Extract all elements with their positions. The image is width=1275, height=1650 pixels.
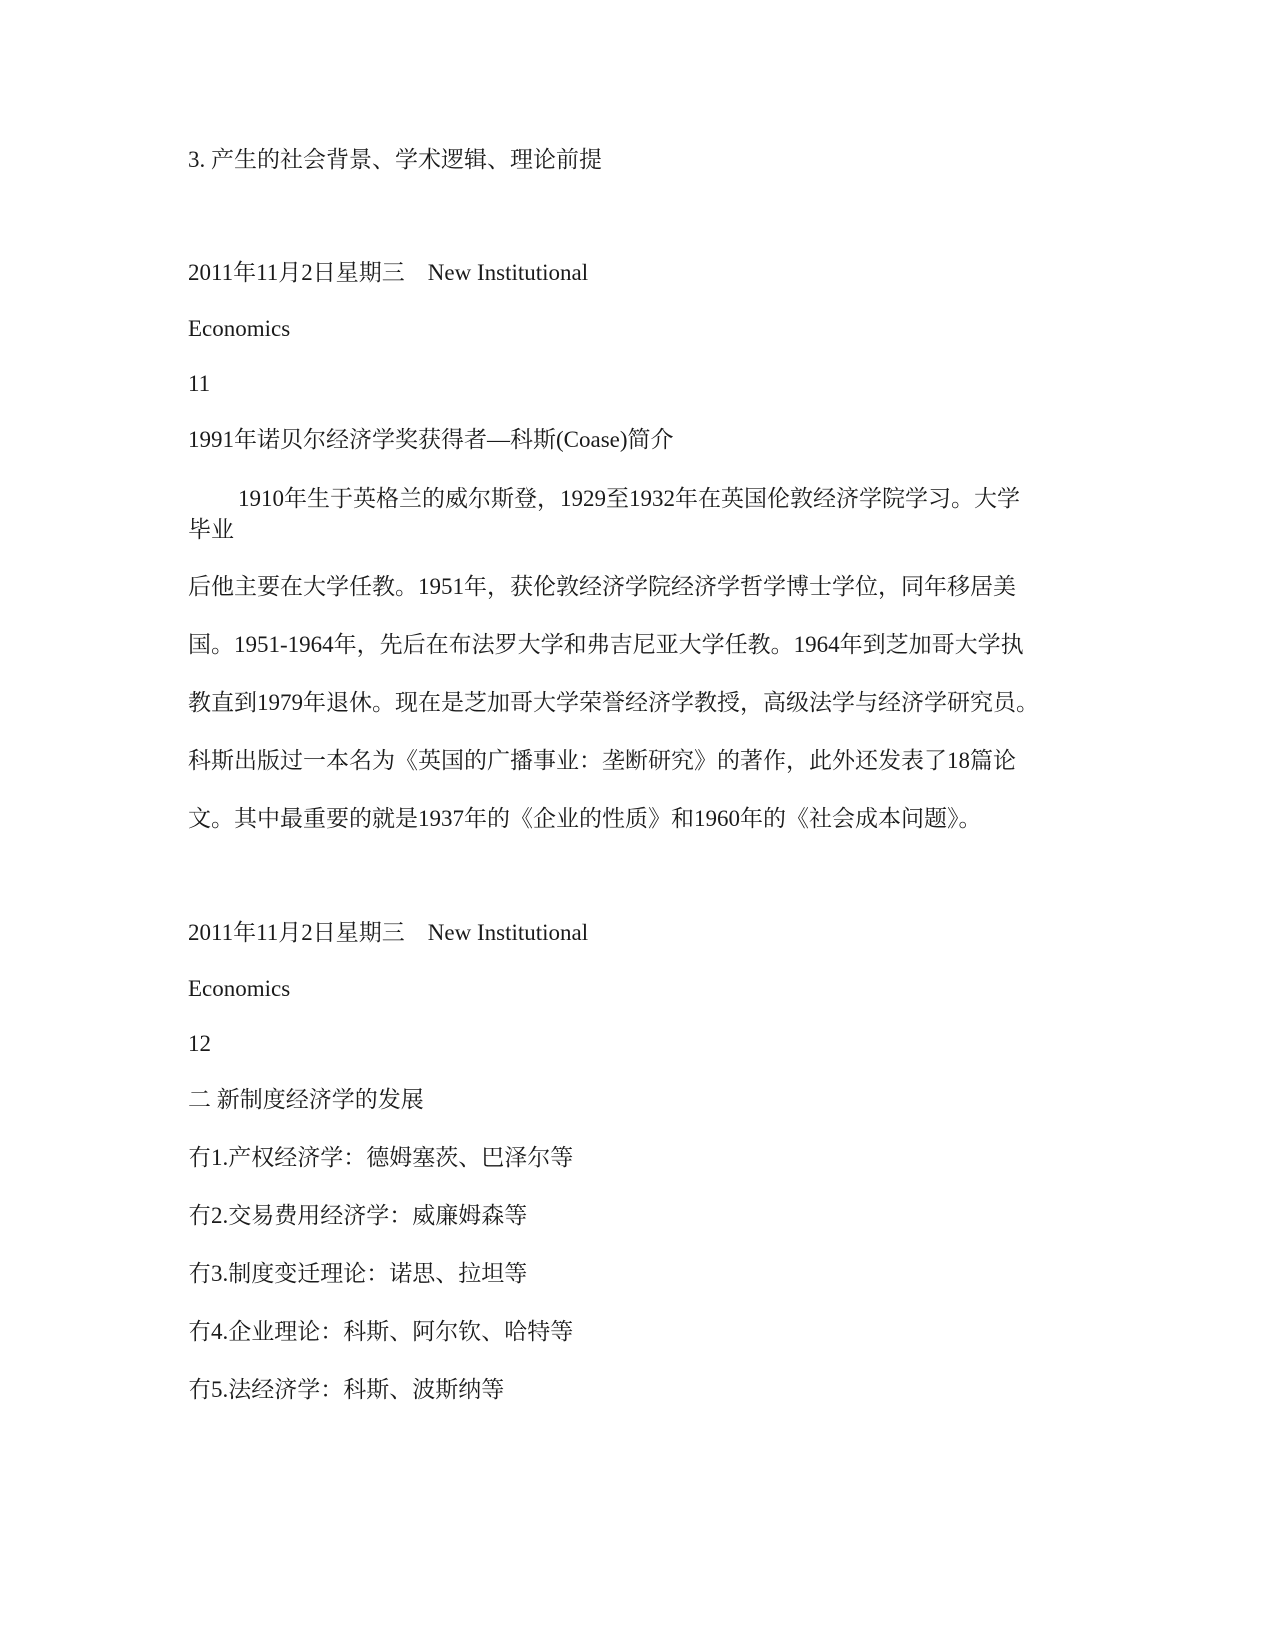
list-item: 冇4.企业理论：科斯、阿尔钦、哈特等 <box>188 1319 574 1344</box>
list-item: 冇3.制度变迁理论：诺思、拉坦等 <box>188 1261 528 1286</box>
slide-11-paragraph-line: 国。1951-1964年，先后在布法罗大学和弗吉尼亚大学任教。1964年到芝加哥大学执 <box>188 632 1024 657</box>
list-item: 冇5.法经济学：科斯、波斯纳等 <box>188 1377 505 1402</box>
slide-11-title: 1991年诺贝尔经济学奖获得者—科斯(Coase)简介 <box>188 427 674 452</box>
list-item: 冇2.交易费用经济学：威廉姆森等 <box>188 1203 528 1228</box>
slide-11-paragraph-line: 文。其中最重要的就是1937年的《企业的性质》和1960年的《社会成本问题》。 <box>188 806 982 831</box>
slide-12-header-line2: Economics <box>188 976 291 1001</box>
slide-11-paragraph-line: 教直到1979年退休。现在是芝加哥大学荣誉经济学教授，高级法学与经济学研究员。 <box>188 690 1039 715</box>
slide-12-title: 二 新制度经济学的发展 <box>188 1087 424 1112</box>
section-heading: 3. 产生的社会背景、学术逻辑、理论前提 <box>188 147 602 172</box>
slide-12-header-line1: 2011年11月2日星期三 New Institutional <box>188 920 589 945</box>
slide-11-header-line2: Economics <box>188 316 291 341</box>
slide-12-page-number: 12 <box>188 1031 211 1056</box>
slide-11-header-line1: 2011年11月2日星期三 New Institutional <box>188 260 589 285</box>
list-item: 冇1.产权经济学：德姆塞茨、巴泽尔等 <box>188 1145 574 1170</box>
slide-11-page-number: 11 <box>188 371 211 396</box>
slide-11-paragraph-line: 科斯出版过一本名为《英国的广播事业：垄断研究》的著作，此外还发表了18篇论 <box>188 748 1016 773</box>
slide-11-paragraph-line: 1910年生于英格兰的威尔斯登，1929至1932年在英国伦敦经济学院学习。大学 <box>238 486 1020 511</box>
slide-11-paragraph-line: 毕业 <box>188 517 234 542</box>
slide-11-paragraph-line: 后他主要在大学任教。1951年，获伦敦经济学院经济学哲学博士学位，同年移居美 <box>188 574 1016 599</box>
